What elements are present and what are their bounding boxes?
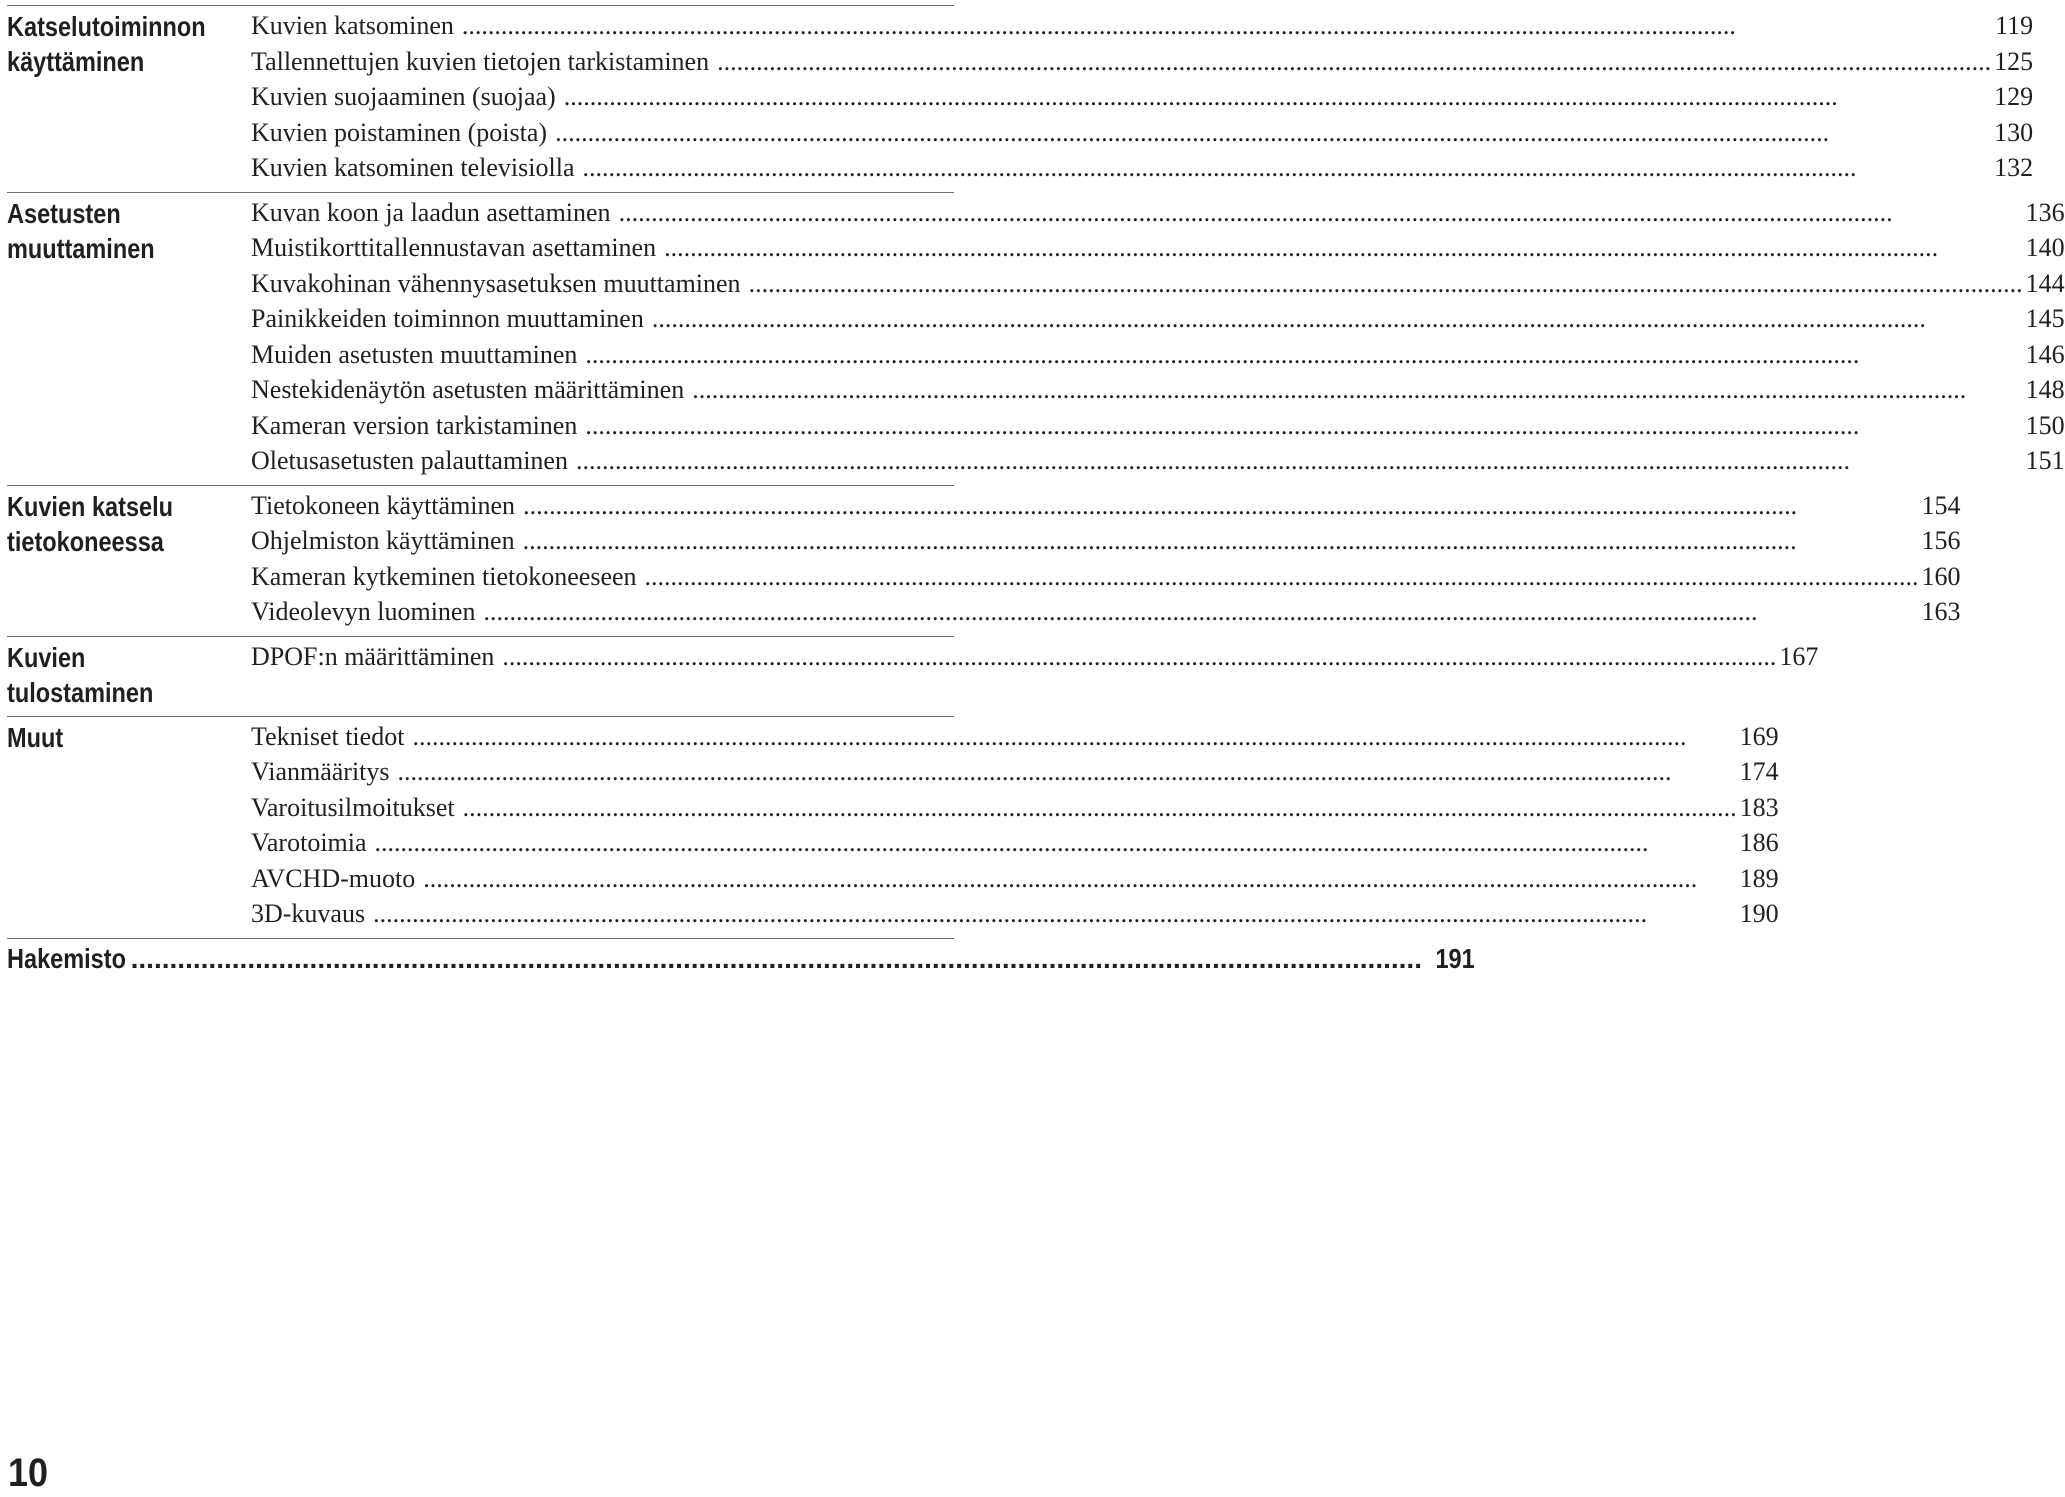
toc-entry[interactable] [251,639,1818,675]
entry-page: 163 [1921,597,1961,626]
entry-label: DPOF:n määrittäminen [251,641,495,671]
toc-entry[interactable] [251,861,1779,897]
toc-section [7,192,2065,485]
section-title-line: käyttäminen [7,46,145,77]
toc-entry[interactable] [251,719,1779,755]
entry-page: 136 [2025,197,2065,227]
section-title-line: tulostaminen [7,676,154,708]
entry-label: Kuvakohinan vähennysasetuksen muuttaminen [251,268,741,298]
entry-label: AVCHD-muoto [251,863,416,893]
dot-leader [664,230,2022,266]
section-title-line: tietokoneessa [7,525,164,557]
toc-section [7,636,1819,716]
entry-page: 125 [1994,46,2034,76]
dot-leader [423,861,1736,897]
entry-page: 167 [1779,641,1819,671]
toc-entry[interactable] [251,594,1961,630]
entry-page: 151 [2025,446,2065,475]
entry-label: Painikkeiden toiminnon muuttaminen [251,304,644,333]
entry-page: 156 [1921,526,1961,555]
entry-page: 189 [1739,863,1779,893]
toc-entry[interactable] [251,488,1961,524]
section-title-line: muuttaminen [7,232,155,264]
entry-page: 129 [1994,82,2034,111]
entry-page: 132 [1994,153,2034,182]
dot-leader [375,825,1737,861]
section-title-line: Muut [7,721,64,753]
entry-label: Videolevyn luominen [251,597,476,626]
entry-page: 119 [1995,11,2034,40]
toc-entry[interactable] [251,825,1779,861]
entry-page: 150 [2025,410,2065,440]
dot-leader [462,8,1992,44]
toc-entry[interactable] [251,337,2065,373]
entry-page: 145 [2025,304,2065,333]
section-entries [251,719,1779,932]
entry-label: Tekniset tiedot [251,721,405,751]
dot-leader [652,301,2023,337]
toc-section [7,716,1779,938]
section-title [7,9,212,79]
section-entries [251,488,1961,630]
entry-page: 169 [1739,721,1779,751]
entry-label: Ohjelmiston käyttäminen [251,526,515,555]
dot-leader [483,594,1918,630]
entry-page: 186 [1739,828,1779,857]
toc-entry[interactable] [251,754,1779,790]
entry-page: 144 [2025,268,2065,298]
dot-leader [555,115,1991,151]
dot-leader [645,559,1919,595]
toc-entry[interactable] [251,266,2065,302]
entry-label: Kuvan koon ja laadun asettaminen [251,197,611,227]
page-number: 10 [8,1451,49,1495]
entry-label: Muiden asetusten muuttaminen [251,339,578,369]
section-title [7,720,212,755]
entry-label: Kameran version tarkistaminen [251,410,578,440]
dot-leader [585,337,2022,373]
toc-entry[interactable] [251,301,2065,337]
section-entries [251,195,2065,479]
section-title [7,489,212,559]
dot-leader [398,754,1737,790]
toc-entry[interactable] [251,195,2065,231]
toc-entry[interactable] [251,230,2065,266]
index-entry[interactable] [7,938,1475,977]
section-title [7,640,212,710]
section-title [7,196,212,266]
dot-leader [502,639,1776,675]
dot-leader [131,941,1422,977]
toc-section [7,485,1961,636]
entry-label: Kuvien poistaminen (poista) [251,117,548,147]
toc-entry[interactable] [251,115,2033,151]
section-entries [251,639,1818,675]
toc-entry[interactable] [251,372,2065,408]
dot-leader [523,523,1919,559]
entry-label: Kameran kytkeminen tietokoneeseen [251,561,637,591]
entry-page: 183 [1739,792,1779,822]
dot-leader [692,372,2022,408]
dot-leader [373,896,1737,932]
section-title-line: Kuvien [7,641,86,673]
entry-label: Tallennettujen kuvien tietojen tarkistaminen [251,46,710,76]
toc-entry[interactable] [251,408,2065,444]
entry-label: Varoitusilmoitukset [251,792,455,822]
toc-entry[interactable] [251,790,1779,826]
entry-label: Tietokoneen käyttäminen [251,490,516,520]
entry-label: Kuvien katsominen [251,11,454,40]
section-title-line: Asetusten [7,197,121,229]
entry-label: Muistikorttitallennustavan asettaminen [251,233,657,262]
entry-label: Kuvien suojaaminen (suojaa) [251,82,556,111]
entry-page: 130 [1994,117,2034,147]
toc-section [7,5,2034,192]
toc-entry[interactable] [251,559,1961,595]
entry-label: Varotoimia [251,828,367,857]
toc-entry[interactable] [251,523,1961,559]
toc-entry[interactable] [251,44,2033,80]
dot-leader [585,408,2022,444]
dot-leader [749,266,2023,302]
entry-page: 154 [1921,490,1961,520]
entry-label: Oletusasetusten palauttaminen [251,446,568,475]
dot-leader [619,195,2023,231]
entry-page: 140 [2025,233,2065,262]
entry-page: 190 [1739,899,1779,928]
section-entries [251,8,2033,186]
entry-label: Kuvien katsominen televisiolla [251,153,575,182]
entry-label: 3D-kuvaus [251,899,366,928]
entry-page: 148 [2025,375,2065,404]
entry-page: 146 [2025,339,2065,369]
toc-entry[interactable] [251,8,2033,44]
section-title-line: Katselutoiminnon [7,11,206,42]
section-title-line: Kuvien katselu [7,490,174,522]
entry-label: Nestekidenäytön asetusten määrittäminen [251,375,685,404]
toc-entry[interactable] [251,443,2065,479]
dot-leader [412,719,1736,755]
table-of-contents [7,5,2065,977]
dot-leader [564,79,1991,115]
entry-label: Vianmääritys [251,757,390,786]
dot-leader [583,150,1992,186]
index-page: 191 [1435,942,1475,974]
toc-entry[interactable] [251,150,2033,186]
entry-page: 160 [1921,561,1961,591]
dot-leader [576,443,2023,479]
dot-leader [523,488,1918,524]
dot-leader [463,790,1737,826]
toc-entry[interactable] [251,79,2033,115]
dot-leader [717,44,1991,80]
toc-entry[interactable] [251,896,1779,932]
entry-page: 174 [1739,757,1779,786]
index-label: Hakemisto [7,942,126,974]
